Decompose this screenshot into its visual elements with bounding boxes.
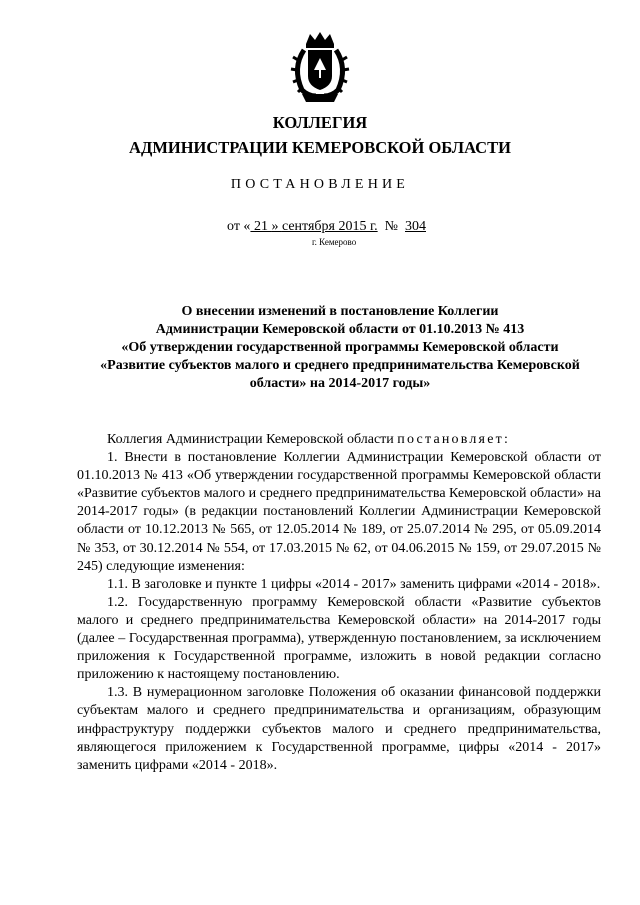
- date-mid: »: [271, 219, 282, 234]
- date-month-year: сентября 2015 г.: [281, 219, 378, 234]
- date-prefix: от «: [227, 219, 251, 234]
- intro-colon: :: [503, 432, 508, 447]
- org-name-line2: АДМИНИСТРАЦИИ КЕМЕРОВСКОЙ ОБЛАСТИ: [129, 138, 511, 157]
- paragraph-1-2: 1.2. Государственную программу Кемеровской области «Развитие субъектов малого и среднего предпринимательства Кемеровской области» на 2014-2017 годы (далее – Государственная программа), утвержденную постановлением, за исключением приложения к Государственной программе, изложить в новой редакции согласно приложению к настоящему постановлению.: [77, 594, 601, 683]
- number-label: №: [377, 219, 405, 234]
- intro-paragraph: [77, 431, 601, 449]
- title-line-4: «Развитие субъектов малого и среднего предпринимательства Кемеровской: [100, 358, 580, 373]
- intro-text: Коллегия Администрации Кемеровской области: [107, 432, 398, 447]
- intro-verb: постановляет: [397, 432, 504, 447]
- city-label: г. Кемерово: [312, 237, 357, 247]
- document-body: [77, 431, 601, 775]
- document-number: 304: [405, 219, 426, 234]
- paragraph-1-3: 1.3. В нумерационном заголовке Положения об оказании финансовой поддержки субъектам малого и среднего предпринимательства и организациям, образующим инфраструктуру поддержки субъектов малого и среднего предпринимательства, являющегося приложением к Государственной программе, цифры «2014 - 2017» заменить цифрами «2014 - 2018».: [77, 685, 601, 773]
- paragraph-1: 1. Внести в постановление Коллегии Администрации Кемеровской области от 01.10.2013 № 413 «Об утверждении государственной программы Кемеровской области «Развитие субъектов малого и среднего предпринимательства Кемеровской области» на 2014-2017 годы» (в редакции постановлений Коллегии Администрации Кемеровской области от 10.12.2013 № 565, от 12.05.2014 № 189, от 25.07.2014 № 295, от 05.09.2014 № 353, от 30.12.2014 № 554, от 17.03.2015 № 62, от 04.06.2015 № 159, от 29.07.2015 № 245) следующие изменения:: [77, 450, 601, 574]
- title-line-2: Администрации Кемеровской области от 01.10.2013 № 413: [155, 322, 525, 337]
- date-number-line: [227, 219, 487, 235]
- document-title: [60, 303, 620, 393]
- title-line-1: О внесении изменений в постановление Коллегии: [181, 304, 499, 319]
- date-day: 21: [250, 219, 272, 234]
- paragraph-1-1: 1.1. В заголовке и пункте 1 цифры «2014 - 2017» заменить цифрами «2014 - 2018».: [107, 576, 601, 592]
- title-line-5: области» на 2014-2017 годы»: [249, 376, 431, 391]
- coat-of-arms-icon: [288, 30, 352, 106]
- document-type: ПОСТАНОВЛЕНИЕ: [230, 177, 410, 192]
- org-name-line1: КОЛЛЕГИЯ: [272, 113, 368, 132]
- title-line-3: «Об утверждении государственной программы Кемеровской области: [121, 340, 559, 355]
